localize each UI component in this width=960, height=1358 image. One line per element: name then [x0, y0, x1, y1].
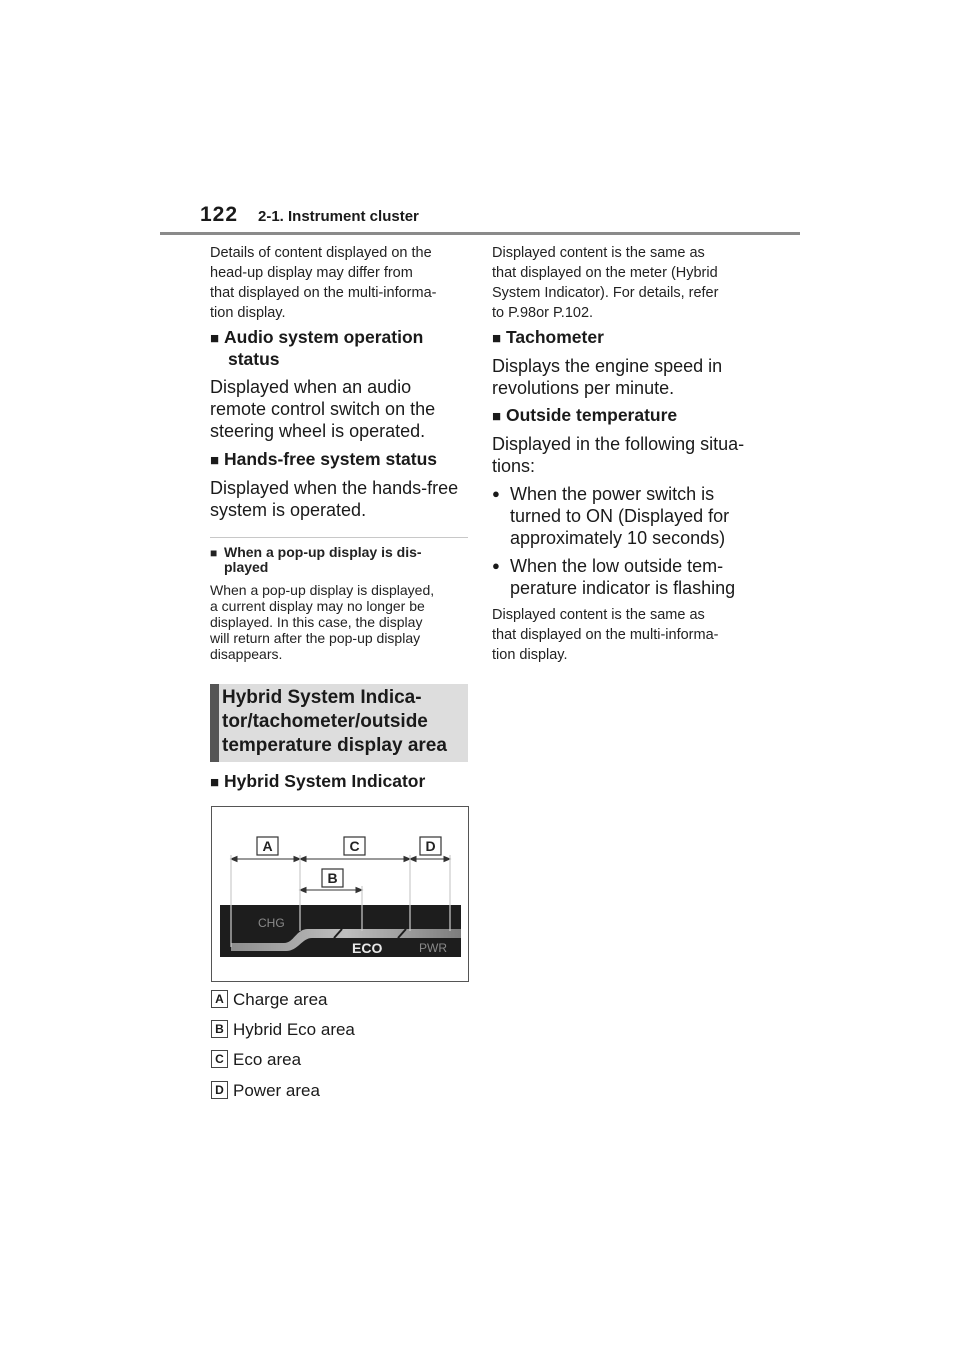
- left-intro-line: head-up display may differ from: [210, 265, 413, 281]
- label-d: [420, 837, 441, 855]
- tacho-body-line: revolutions per minute.: [492, 378, 675, 398]
- audio-body-line: steering wheel is operated.: [210, 421, 426, 441]
- note-title-line: When a pop-up display is dis-: [224, 544, 422, 560]
- handsfree-body-line: system is operated.: [210, 500, 367, 520]
- left-intro-line: tion display.: [210, 305, 286, 321]
- audio-body: [210, 376, 472, 442]
- page-number: 122: [200, 203, 239, 226]
- note-body-line: displayed. In this case, the display: [210, 614, 423, 630]
- note-title-line: played: [224, 559, 269, 575]
- eco-label: ECO: [352, 940, 383, 956]
- note-body-line: a current display may no longer be: [210, 598, 425, 614]
- legend-key: B: [211, 1020, 228, 1038]
- square-bullet-icon: ■: [492, 408, 502, 425]
- tacho-heading-text: Tachometer: [506, 327, 604, 347]
- audio-heading: [210, 327, 472, 370]
- legend-key: D: [211, 1081, 228, 1099]
- svg-text:D: D: [425, 838, 436, 854]
- outside-body-line: Displayed in the following situa-: [492, 434, 745, 454]
- audio-body-line: remote control switch on the: [210, 399, 436, 419]
- left-intro: [210, 243, 472, 323]
- pwr-label: PWR: [419, 941, 447, 955]
- note-divider: [210, 537, 468, 538]
- hsi-heading-text: Hybrid System Indicator: [224, 771, 426, 791]
- tacho-body-line: Displays the engine speed in: [492, 356, 723, 376]
- bullet-line: When the low outside tem-: [510, 556, 724, 576]
- handsfree-heading: [210, 449, 472, 471]
- bullet-line: When the power switch is: [510, 484, 715, 504]
- right-intro-line: System Indicator). For details, refer: [492, 285, 719, 301]
- section-heading-line: Hybrid System Indica-: [222, 687, 422, 708]
- right-outro-line: tion display.: [492, 647, 568, 663]
- bullet-dot-icon: ●: [492, 558, 500, 573]
- bullet-item: [492, 483, 754, 549]
- handsfree-body-line: Displayed when the hands-free: [210, 478, 459, 498]
- audio-heading-line: status: [228, 349, 280, 369]
- square-bullet-icon: ■: [492, 330, 502, 347]
- section-title: 2-1. Instrument cluster: [258, 208, 419, 225]
- tacho-body: [492, 355, 754, 399]
- tacho-heading: [492, 327, 754, 349]
- note-body: [210, 582, 472, 662]
- bullet-line: perature indicator is flashing: [510, 578, 736, 598]
- legend-text: Power area: [233, 1081, 320, 1100]
- legend-row: [211, 990, 328, 1010]
- header-divider: [160, 232, 800, 235]
- bullet-line: approximately 10 seconds): [510, 528, 726, 548]
- legend-row: [211, 1050, 301, 1070]
- legend-text: Charge area: [233, 990, 328, 1009]
- left-intro-line: that displayed on the multi-informa-: [210, 285, 437, 301]
- square-bullet-icon: ■: [210, 774, 220, 791]
- audio-body-line: Displayed when an audio: [210, 377, 412, 397]
- legend-row: [211, 1081, 320, 1101]
- section-heading-line: tor/tachometer/outside: [222, 711, 428, 732]
- right-outro: [492, 605, 754, 665]
- note-body-line: disappears.: [210, 646, 283, 662]
- handsfree-body: [210, 477, 472, 521]
- heading-box-bar: [210, 684, 219, 762]
- label-b: [322, 869, 343, 887]
- handsfree-heading-text: Hands-free system status: [224, 449, 437, 469]
- right-intro-line: that displayed on the meter (Hybrid: [492, 265, 718, 281]
- bullet-line: turned to ON (Displayed for: [510, 506, 730, 526]
- right-outro-line: that displayed on the multi-informa-: [492, 627, 719, 643]
- legend-key: A: [211, 990, 228, 1008]
- right-intro-line: Displayed content is the same as: [492, 245, 705, 261]
- section-heading-line: temperature display area: [222, 735, 447, 756]
- legend-text: Eco area: [233, 1050, 302, 1069]
- hybrid-indicator-figure: [211, 806, 469, 982]
- outside-heading: [492, 405, 754, 427]
- bullet-item: [492, 555, 754, 599]
- note-title: [210, 545, 472, 574]
- right-intro-line: to P.98or P.102.: [492, 305, 594, 321]
- left-intro-line: Details of content displayed on the: [210, 245, 432, 261]
- note-body-line: will return after the pop-up display: [210, 630, 421, 646]
- square-bullet-icon: ■: [210, 330, 220, 347]
- square-bullet-icon: ■: [210, 546, 218, 560]
- legend-key: C: [211, 1050, 228, 1068]
- hybrid-indicator-diagram: [212, 807, 468, 981]
- outside-body-line: tions:: [492, 456, 536, 476]
- audio-heading-line: Audio system operation: [224, 327, 424, 347]
- chg-label: CHG: [258, 916, 285, 930]
- hsi-heading: [210, 771, 472, 793]
- right-outro-line: Displayed content is the same as: [492, 607, 705, 623]
- note-body-line: When a pop-up display is displayed,: [210, 582, 435, 598]
- svg-text:C: C: [349, 838, 360, 854]
- label-c: [344, 837, 365, 855]
- label-a: [257, 837, 278, 855]
- svg-text:A: A: [262, 838, 273, 854]
- legend-row: [211, 1020, 355, 1040]
- square-bullet-icon: ■: [210, 452, 220, 469]
- svg-text:B: B: [327, 870, 338, 886]
- bullet-dot-icon: ●: [492, 486, 500, 501]
- right-intro: [492, 243, 754, 323]
- outside-heading-text: Outside temperature: [506, 405, 678, 425]
- section-heading: [222, 686, 466, 758]
- outside-body: [492, 433, 754, 477]
- legend-text: Hybrid Eco area: [233, 1020, 355, 1039]
